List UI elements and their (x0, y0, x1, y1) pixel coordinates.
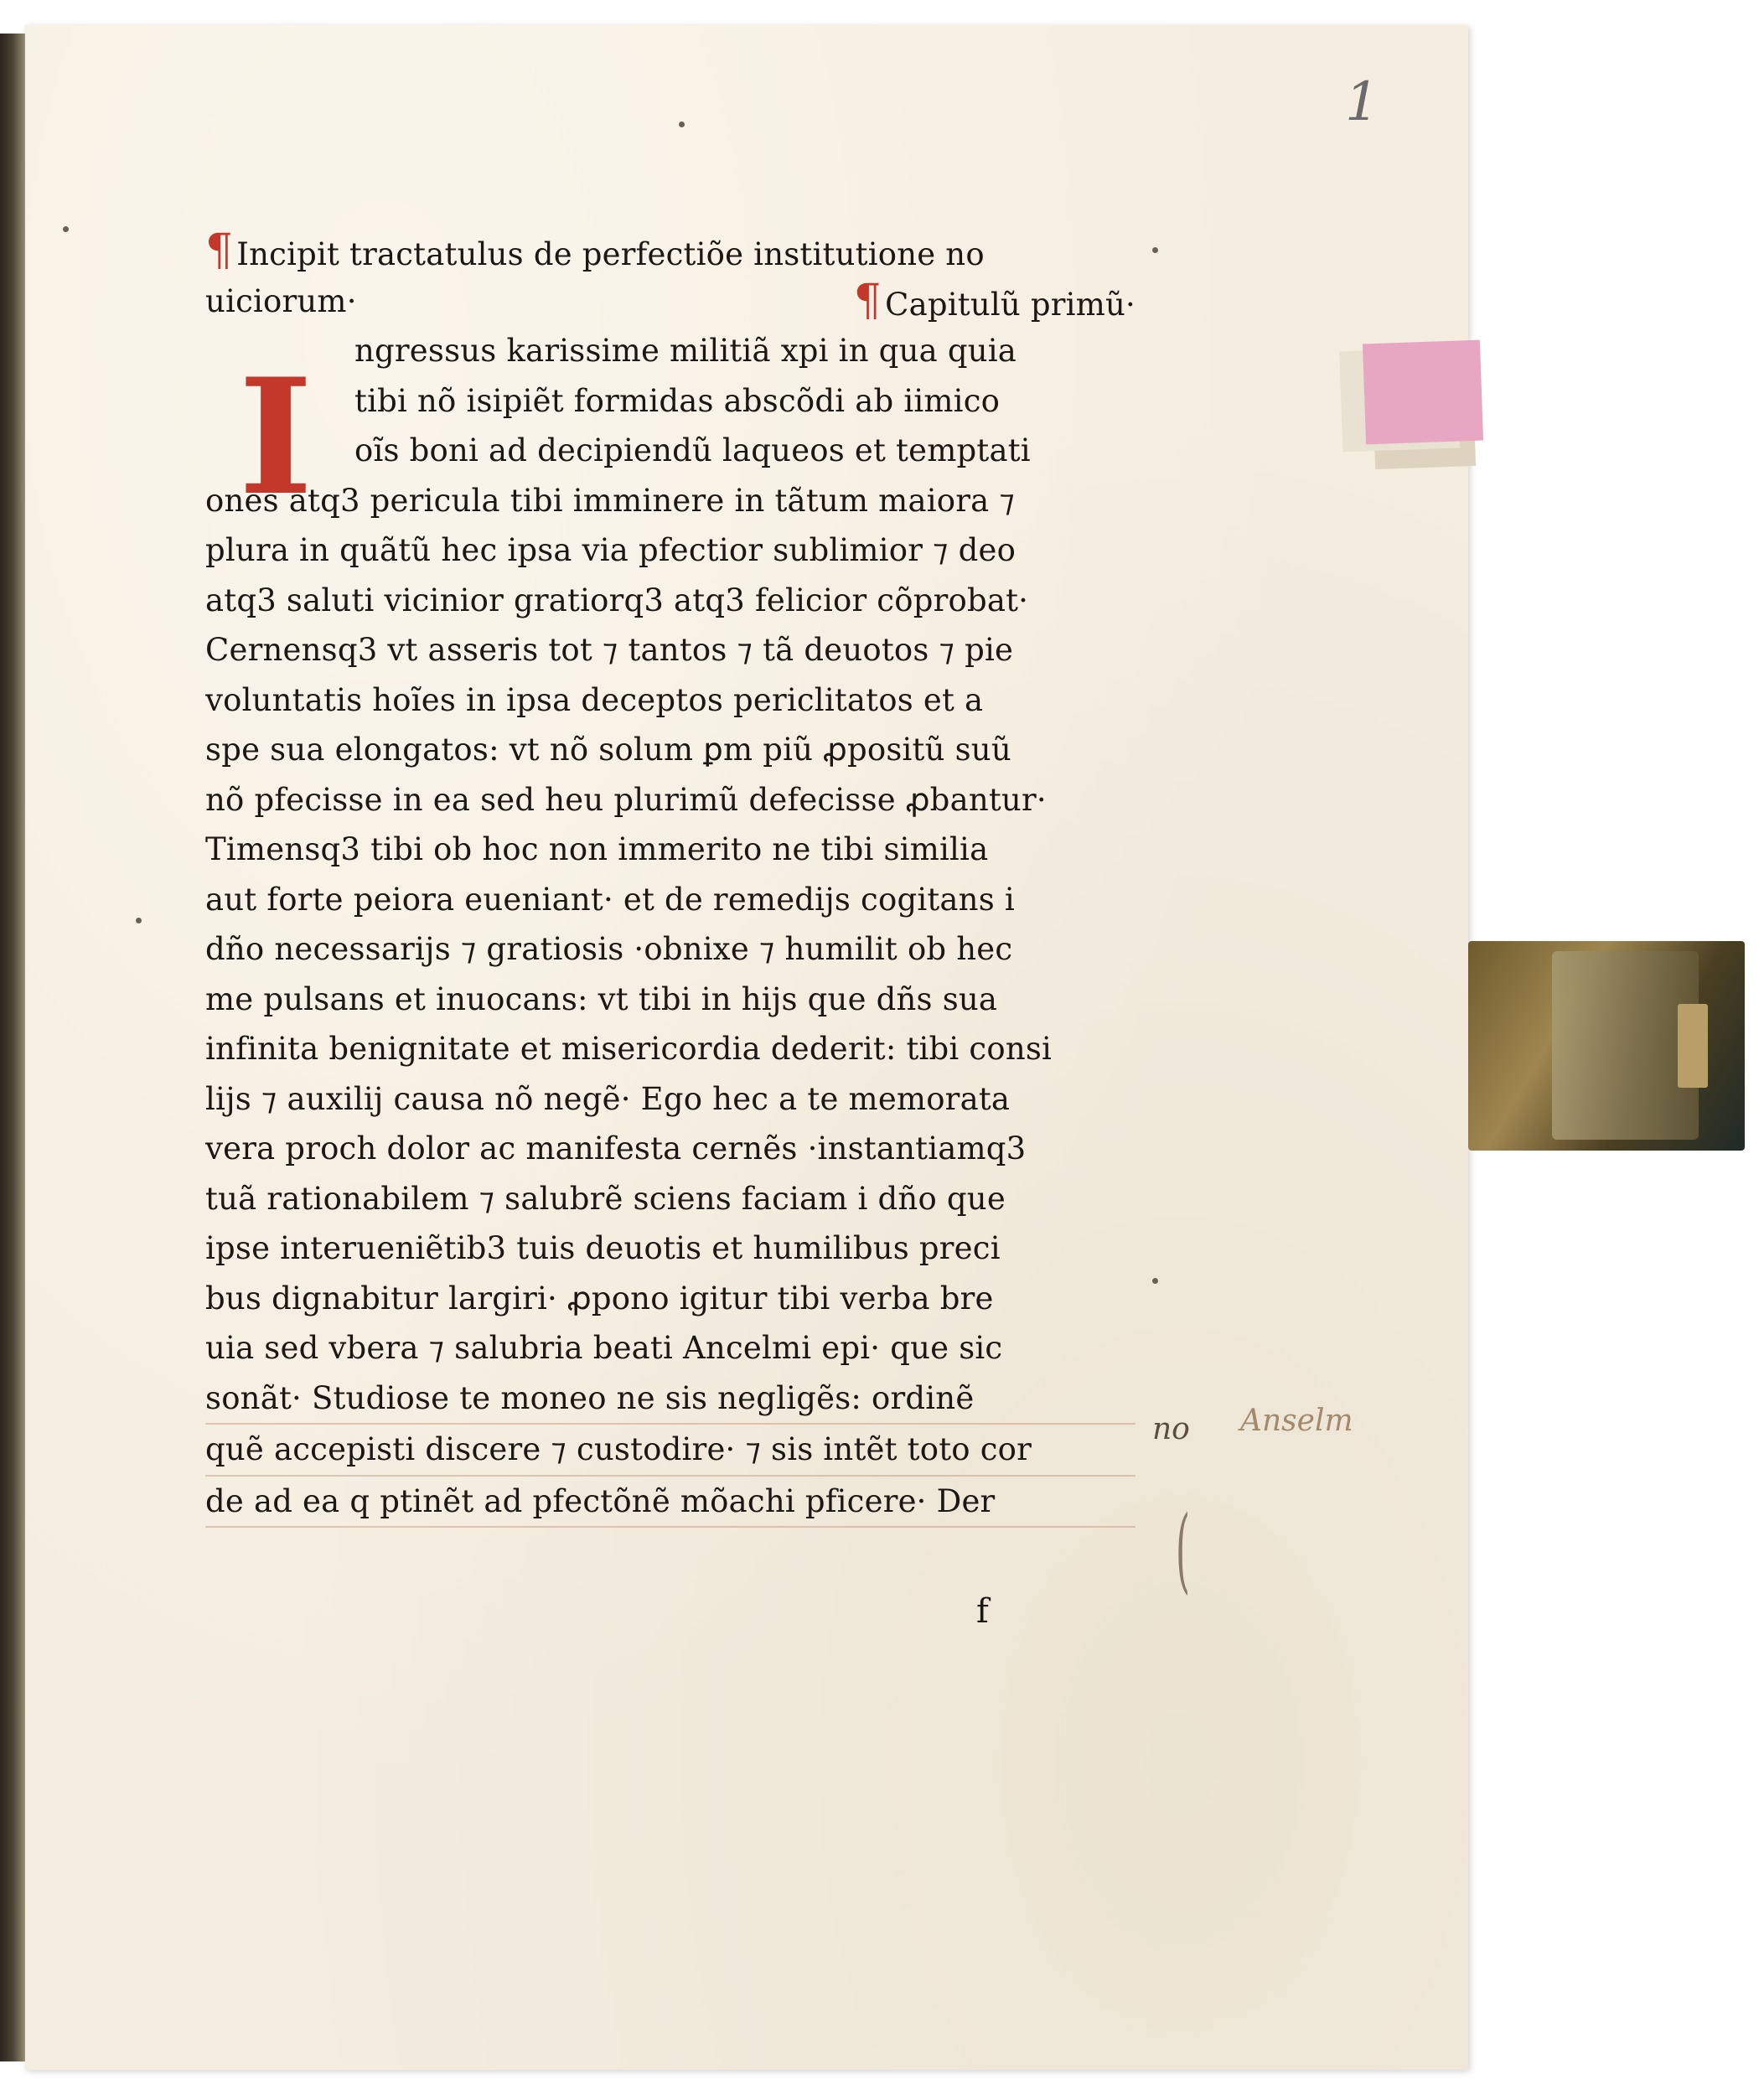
text-line: tibi nõ isipiẽt formidas abscõdi ab iimico (354, 382, 1001, 419)
text-line: oĩs boni ad decipiendũ laqueos et temptati (354, 432, 1031, 468)
text-line: ones atq3 pericula tibi imminere in tãtum maiora ⁊ (205, 482, 1015, 519)
chapter-heading: ¶ Capitulũ primũ· (853, 276, 1135, 326)
text-line: dño necessarijs ⁊ gratiosis ·obnixe ⁊ humilit ob hec (205, 931, 1013, 967)
rubric-pilcrow-icon: ¶ (853, 276, 882, 326)
text-line: ipse interueniẽtib3 tuis deuotis et humilibus preci (205, 1230, 1001, 1266)
text-line: lijs ⁊ auxilij causa nõ negẽ· Ego hec a te memorata (205, 1080, 1011, 1117)
text-line: de ad ea q ptinẽt ad pfectõnẽ mõachi pficere· Der (205, 1477, 1135, 1529)
heading-line-2 (205, 277, 1135, 327)
marginal-note: no (1152, 1412, 1190, 1446)
text-line: quẽ accepisti discere ⁊ custodire· ⁊ sis intẽt toto cor (205, 1425, 1135, 1477)
text-line: aut forte peiora eueniant· et de remedijs cogitans i (205, 881, 1015, 918)
ink-speck (679, 122, 685, 127)
text-line: atq3 saluti vicinior gratiorq3 atq3 felicior cõprobat· (205, 582, 1029, 618)
text-line: vera proch dolor ac manifesta cernẽs ·instantiamq3 (205, 1130, 1027, 1166)
book-clasp (1468, 941, 1745, 1151)
initial-letter: I (238, 344, 313, 530)
clasp-plate (1552, 951, 1699, 1140)
heading-line-1 (205, 226, 1135, 277)
text-block (205, 226, 1135, 1528)
ink-speck (1152, 247, 1158, 253)
text-line: tuã rationabilem ⁊ salubrẽ sciens faciam i dño que (205, 1180, 1006, 1217)
text-line: plura in quãtũ hec ipsa via pfectior sublimior ⁊ deo (205, 532, 1016, 568)
heading-title-continued: uiciorum· (205, 282, 357, 319)
catchword: f (976, 1592, 989, 1631)
text-line: sonãt· Studiose te moneo ne sis negligẽs: ordinẽ (205, 1373, 1135, 1425)
text-line: infinita benignitate et misericordia dederit: tibi consi (205, 1031, 1053, 1067)
text-line: spe sua elongatos: vt nõ solum ꝑm piũ ꝓpositũ suũ (205, 732, 1011, 768)
text-line: Cernensq3 vt asseris tot ⁊ tantos ⁊ tã deuotos ⁊ pie (205, 632, 1014, 668)
ink-speck (63, 226, 69, 232)
marginal-bracket-icon: ( (1175, 1496, 1191, 1603)
text-line: me pulsans et inuocans: vt tibi in hijs que dñs sua (205, 980, 998, 1017)
book-page (25, 25, 1468, 2070)
clasp-pin (1678, 1004, 1708, 1088)
rubric-pilcrow-icon: ¶ (205, 226, 234, 276)
text-line: nõ pfecisse in ea sed heu plurimũ defecisse ꝓbantur· (205, 781, 1047, 818)
book-spine (0, 34, 28, 2061)
ink-speck (1152, 1278, 1158, 1284)
text-line: ngressus karissime militiã xpi in qua quia (354, 333, 1017, 369)
text-line: voluntatis hoĩes in ipsa deceptos periclitatos et a (205, 681, 984, 718)
ink-speck (136, 918, 142, 923)
heading-title: Incipit tractatulus de perfectiõe institutione no (236, 236, 985, 272)
text-line: Timensq3 tibi ob hoc non immerito ne tibi similia (205, 831, 989, 867)
marginal-note-anselm: Anselm (1240, 1404, 1353, 1438)
text-line: bus dignabitur largiri· ꝓpono igitur tibi verba bre (205, 1280, 994, 1316)
folio-number: 1 (1345, 71, 1379, 133)
text-line: uia sed vbera ⁊ salubria beati Ancelmi epi· que sic (205, 1330, 1003, 1366)
pink-index-tab (1363, 340, 1483, 445)
